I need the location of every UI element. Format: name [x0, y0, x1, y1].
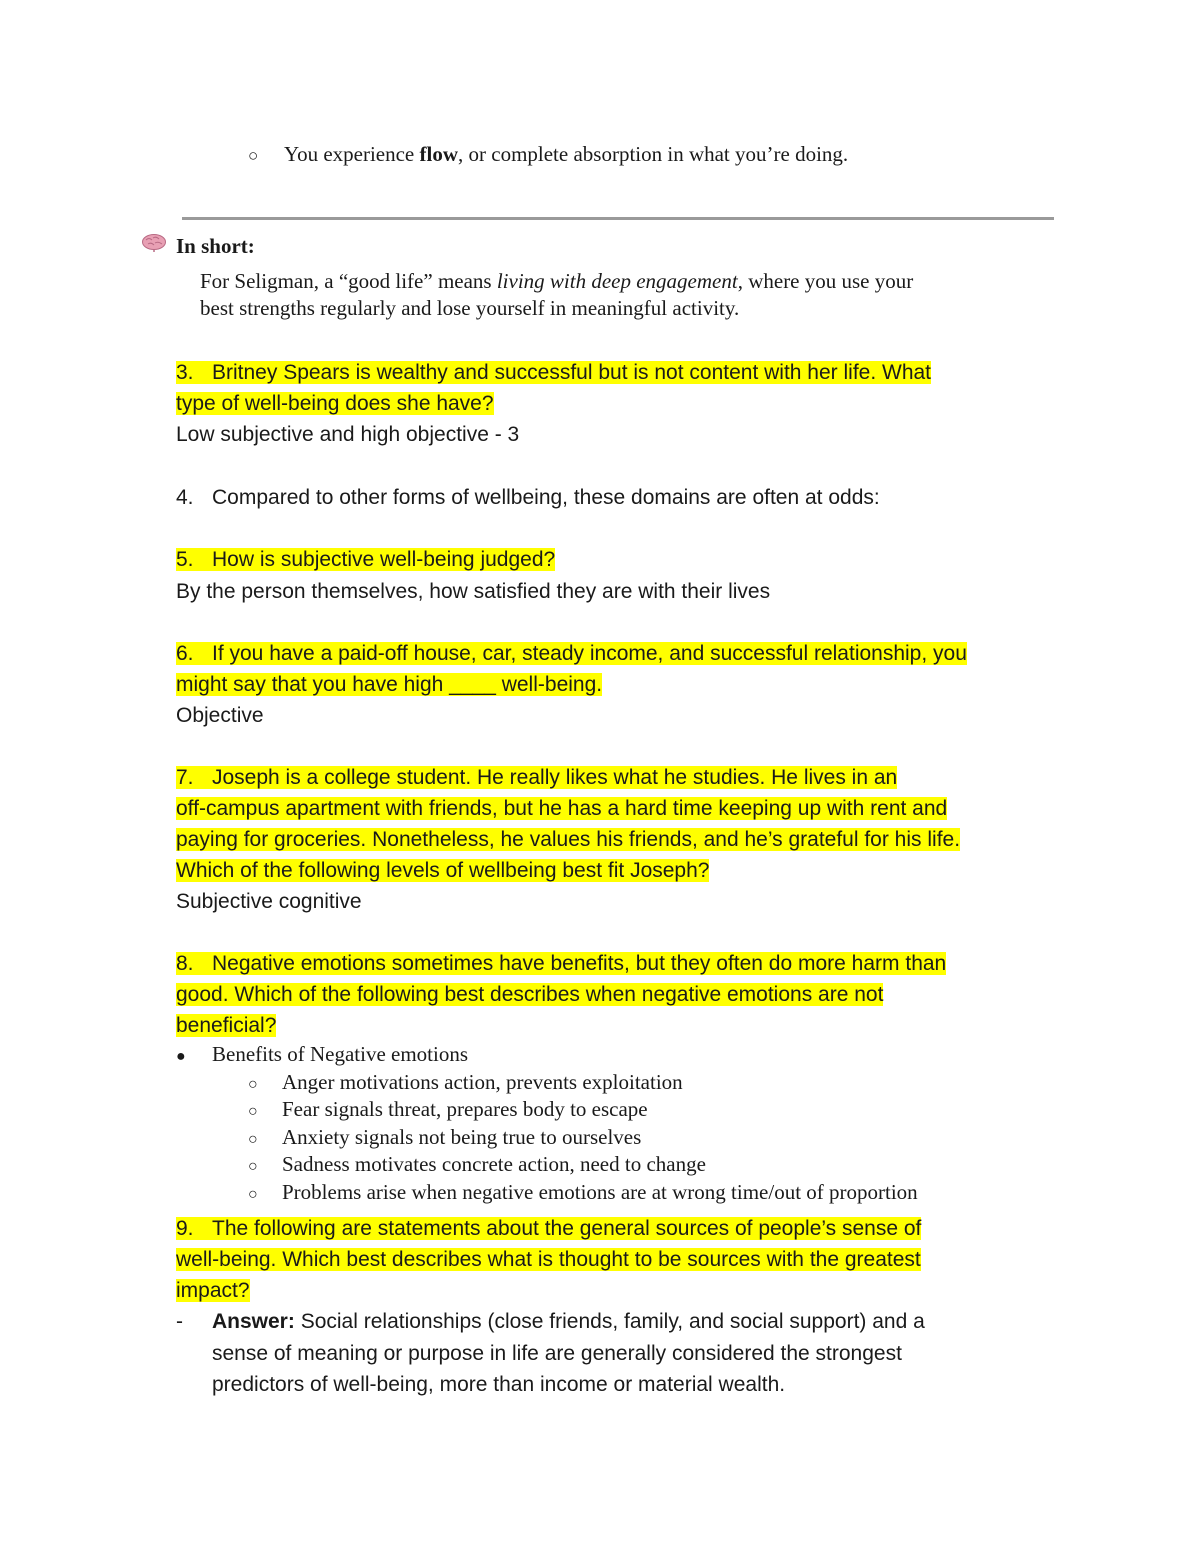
- flow-bullet-item: ○ You experience flow, or complete absorption in what you’re doing.: [248, 142, 849, 166]
- list-item: ○ Anger motivations action, prevents exploitation: [176, 1070, 918, 1098]
- question-6: 6. If you have a paid-off house, car, steady income, and successful relationship, you might say that you have high ____ well-being.: [176, 642, 967, 696]
- filled-bullet-icon: ●: [176, 1048, 186, 1065]
- answer-9: - Answer: Social relationships (close friends, family, and social support) and a sense of meaning or purpose in life are generally considered the strongest predictors of well-being, more than income or material wealth.: [176, 1306, 1056, 1401]
- circle-bullet-icon: ○: [248, 1130, 258, 1148]
- answer-3: Low subjective and high objective - 3: [176, 423, 520, 446]
- circle-bullet-icon: ○: [248, 1103, 258, 1120]
- dash-bullet: -: [176, 1310, 183, 1333]
- circle-bullet-icon: ○: [248, 1075, 258, 1093]
- in-short-summary: For Seligman, a “good life” means living with deep engagement, where you use your best strengths regularly and lose yourself in meaningful activity.: [200, 269, 914, 320]
- flow-term: flow: [419, 142, 458, 166]
- list-item: ○ Fear signals threat, prepares body to escape: [176, 1097, 918, 1125]
- question-7: 7. Joseph is a college student. He really likes what he studies. He lives in an off-campus apartment with friends, but he has a hard time keeping up with rent and paying for groceries. Nonetheless, he values his friends, and he’s grateful for his life. Which of the following levels of wellbeing best fit Joseph?: [176, 766, 961, 882]
- question-5: 5. How is subjective well-being judged?: [176, 548, 556, 571]
- answer-7: Subjective cognitive: [176, 890, 362, 913]
- question-8: 8. Negative emotions sometimes have benefits, but they often do more harm than good. Which of the following best describes when negative emotions are not beneficial?: [176, 952, 947, 1037]
- circle-bullet-icon: ○: [248, 1158, 258, 1175]
- answer-label: Answer:: [212, 1310, 295, 1333]
- list-item: ● Benefits of Negative emotions: [176, 1042, 918, 1070]
- horizontal-rule: [182, 217, 1054, 220]
- negative-emotions-list: [176, 1042, 918, 1207]
- answer-6: Objective: [176, 704, 264, 727]
- question-4: 4. Compared to other forms of wellbeing, these domains are often at odds:: [176, 486, 880, 509]
- answer-5: By the person themselves, how satisfied they are with their lives: [176, 580, 771, 603]
- in-short-heading: In short:: [176, 234, 255, 258]
- brain-icon: [141, 233, 167, 253]
- circle-bullet-icon: ○: [248, 146, 259, 165]
- list-item: ○ Problems arise when negative emotions are at wrong time/out of proportion: [176, 1180, 918, 1208]
- list-item: ○ Anxiety signals not being true to ourselves: [176, 1125, 918, 1153]
- circle-bullet-icon: ○: [248, 1185, 258, 1203]
- question-9: 9. The following are statements about the general sources of people’s sense of well-being. Which best describes what is thought to be sources with the greatest impact?: [176, 1217, 922, 1302]
- list-item: ○ Sadness motivates concrete action, need to change: [176, 1152, 918, 1180]
- question-3: 3. Britney Spears is wealthy and successful but is not content with her life. What type of well-being does she have?: [176, 361, 932, 415]
